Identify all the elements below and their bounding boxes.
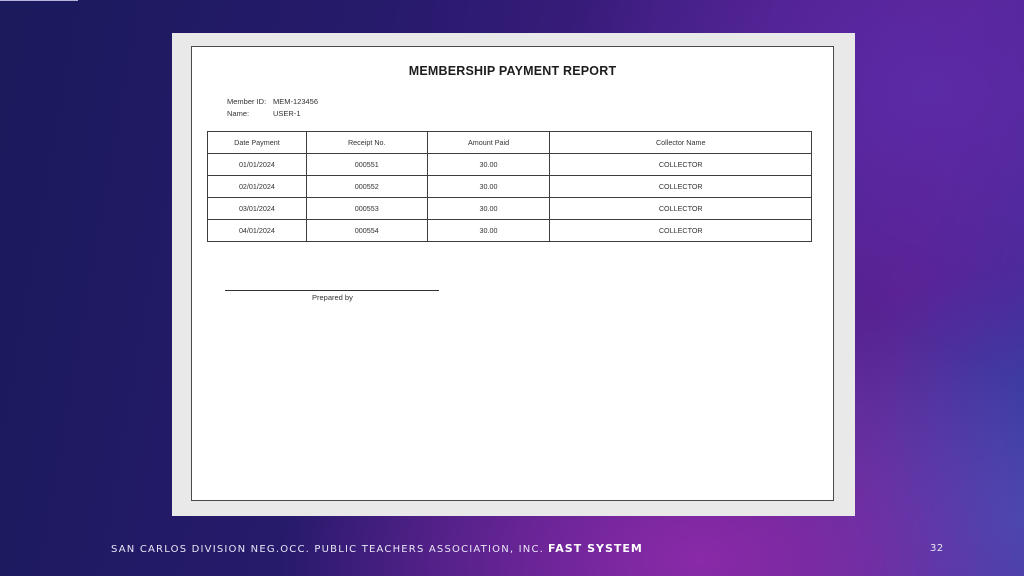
cell-date: 03/01/2024 [208, 198, 307, 220]
signature-line [225, 290, 439, 291]
table-row [208, 198, 812, 220]
footer-organization: SAN CARLOS DIVISION NEG.OCC. PUBLIC TEACHERS ASSOCIATION, INC. [111, 544, 545, 555]
slide-footer [111, 542, 643, 555]
report-sheet [191, 46, 834, 501]
cell-date: 01/01/2024 [208, 154, 307, 176]
column-header-collector: Collector Name [550, 132, 812, 154]
member-name-value: USER-1 [273, 109, 301, 118]
cell-amount: 30.00 [427, 154, 550, 176]
report-image [172, 33, 855, 516]
member-id-row [227, 97, 318, 106]
cell-receipt: 000553 [306, 198, 427, 220]
member-id-label: Member ID: [227, 97, 267, 106]
column-header-date: Date Payment [208, 132, 307, 154]
cell-amount: 30.00 [427, 176, 550, 198]
column-header-receipt: Receipt No. [306, 132, 427, 154]
member-id-value: MEM-123456 [273, 97, 319, 106]
cell-amount: 30.00 [427, 198, 550, 220]
footer-brand: FAST SYSTEM [548, 542, 643, 555]
top-accent-line [0, 0, 78, 1]
cell-collector: COLLECTOR [550, 220, 812, 242]
cell-collector: COLLECTOR [550, 154, 812, 176]
table-header-row [208, 132, 812, 154]
payments-table [207, 131, 812, 242]
cell-date: 02/01/2024 [208, 176, 307, 198]
cell-collector: COLLECTOR [550, 198, 812, 220]
cell-receipt: 000554 [306, 220, 427, 242]
page-number: 32 [930, 543, 944, 554]
member-name-label: Name: [227, 109, 250, 118]
cell-receipt: 000552 [306, 176, 427, 198]
cell-receipt: 000551 [306, 154, 427, 176]
column-header-amount: Amount Paid [427, 132, 550, 154]
table-row [208, 220, 812, 242]
table-row [208, 154, 812, 176]
cell-amount: 30.00 [427, 220, 550, 242]
member-name-row [227, 109, 301, 118]
table-row [208, 176, 812, 198]
cell-collector: COLLECTOR [550, 176, 812, 198]
prepared-by-label: Prepared by [312, 293, 353, 302]
report-title: MEMBERSHIP PAYMENT REPORT [408, 64, 617, 78]
cell-date: 04/01/2024 [208, 220, 307, 242]
